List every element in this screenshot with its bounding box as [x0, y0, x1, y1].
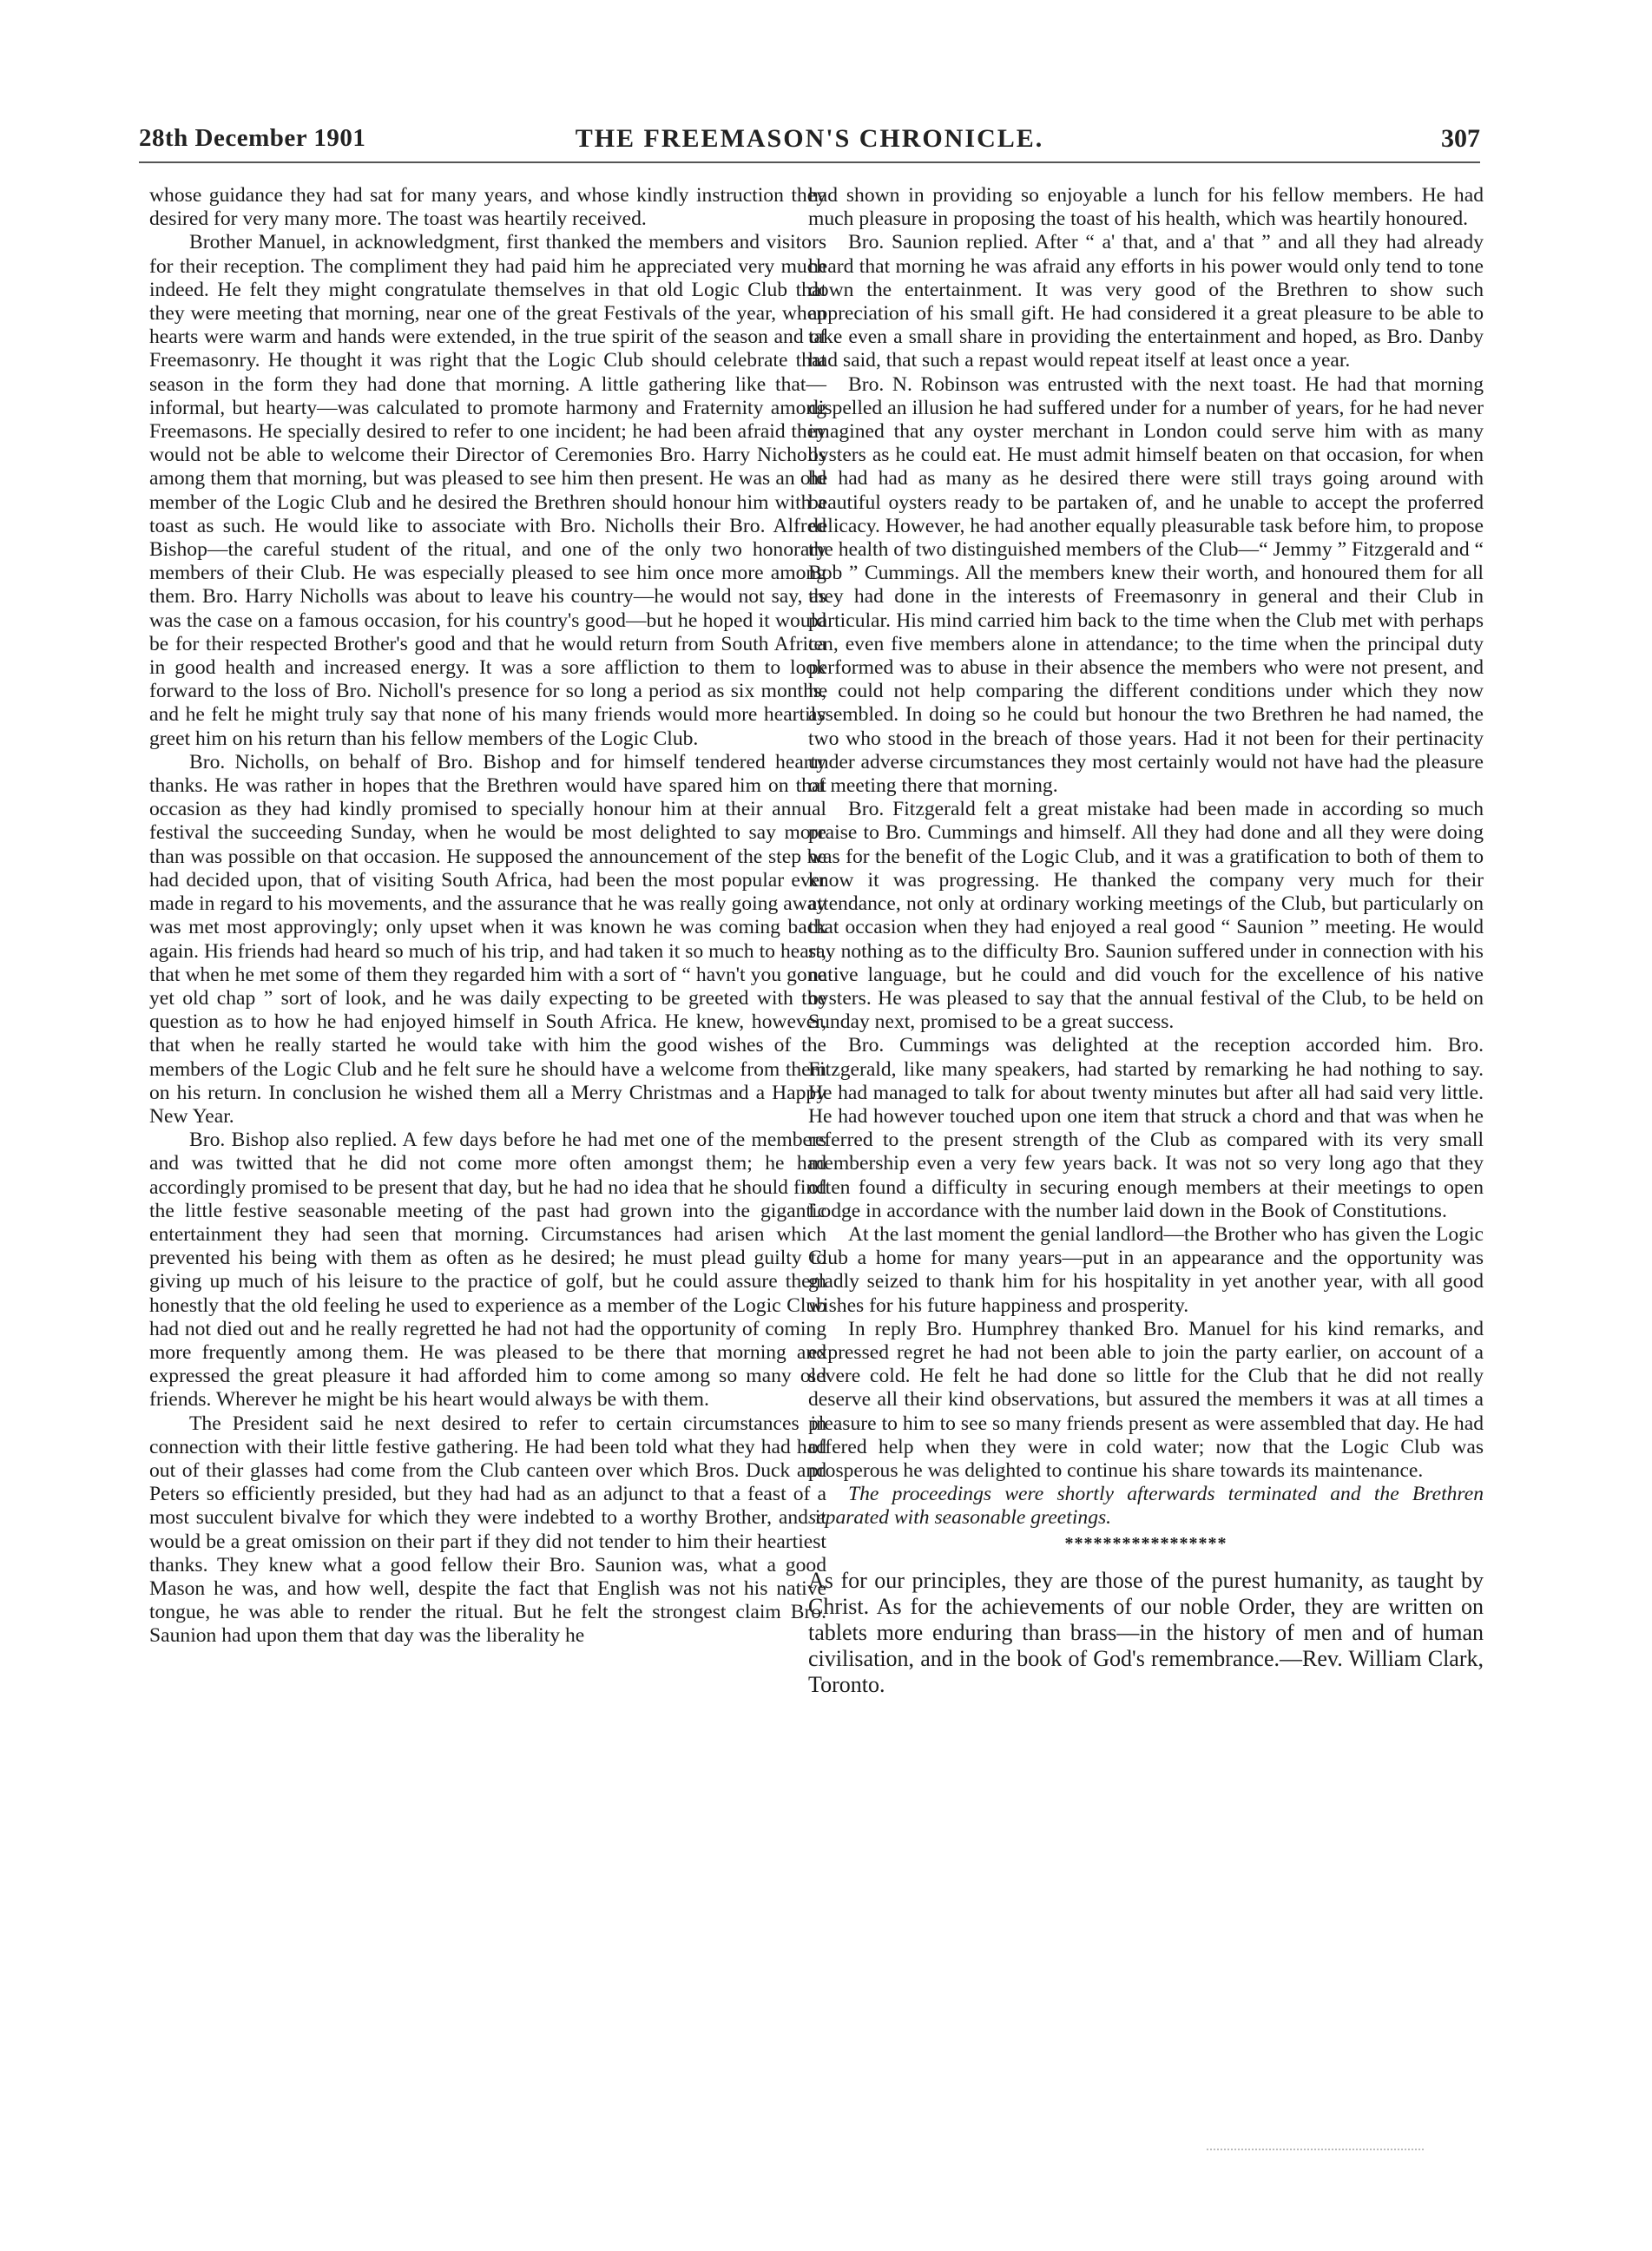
article-paragraph: Bro. Bishop also replied. A few days before he had met one of the members and was twitted that he did not come more often amongst them; he had accordingly promised to be present that day, but he had no idea that he should find the little festive seasonable meeting of the past had grown into the gigantic entertainment they had seen that morning. Circumstances had arisen which prevented his being with them as often as he desired; he must plead guilty to giving up much of his leisure to the practice of golf, but he could assure them honestly that the old feeling he used to experience as a member of the Logic Club had not died out and he really regretted he had not had the opportunity of coming more frequently among them. He was pleased to be there that morning and expressed the great pleasure it had afforded him to come among so many old friends. Wherever he might be his heart would always be with them. — [149, 1129, 826, 1412]
closing-paragraph: The proceedings were shortly afterwards terminated and the Brethren separated with seasonable greetings. — [808, 1483, 1484, 1530]
print-smudge — [1207, 2149, 1424, 2154]
left-column — [149, 184, 826, 1649]
header-rule — [139, 161, 1480, 163]
article-paragraph: Bro. Fitzgerald felt a great mistake had been made in according so much praise to Bro. Cummings and himself. All they had done and all they were doing was for the benefit of the Logic Club, and it was a gratification to both of them to know it was progressing. He thanked the company very much for their attendance, not only at ordinary working meetings of the Club, but particularly on that occasion when they had enjoyed a real good “ Saunion ” meeting. He would say nothing as to the difficulty Bro. Saunion suffered under in connection with his native language, but he could and did vouch for the excellence of his native oysters. He was pleased to say that the annual festival of the Club, to be held on Sunday next, promised to be a great success. — [808, 798, 1484, 1034]
article-paragraph: Brother Manuel, in acknowledgment, first thanked the members and visitors for their reception. The compliment they had paid him he appreciated very much indeed. He felt they might congratulate themselves in that old Logic Club that they were meeting that morning, near one of the great Festivals of the year, when hearts were warm and hands were extended, in the true spirit of the season and of Freemasonry. He thought it was right that the Logic Club should celebrate that season in the form they had done that morning. A little gathering like that—informal, but hearty—was calculated to promote harmony and Fraternity among Freemasons. He specially desired to refer to one incident; he had been afraid they would not be able to welcome their Director of Ceremonies Bro. Harry Nicholls among them that morning, but was pleased to see him then present. He was an old member of the Logic Club and he desired the Brethren should honour him with a toast as such. He would like to associate with Bro. Nicholls their Bro. Alfred Bishop—the careful student of the ritual, and one of the only two honorary members of their Club. He was especially pleased to see him once more among them. Bro. Harry Nicholls was about to leave his country—he would not say, as was the case on a famous occasion, for his country's good—but he hoped it would be for their respected Brother's good and that he would return from South Africa in good health and increased energy. It was a sore affliction to them to look forward to the loss of Bro. Nicholl's presence for so long a period as six months, and he felt he might truly say that none of his many friends would more heartily greet him on his return than his fellow members of the Logic Club. — [149, 231, 826, 750]
article-paragraph: Bro. Saunion replied. After “ a' that, and a' that ” and all they had already heard that morning he was afraid any efforts in his power would only tend to tone down the entertainment. It was very good of the Brethren to show such appreciation of his small gift. He had considered it a great pleasure to be able to take even a small share in providing the entertainment and hoped, as Bro. Danby had said, that such a repast would repeat itself at least once a year. — [808, 231, 1484, 372]
article-paragraph: Bro. N. Robinson was entrusted with the next toast. He had that morning dispelled an illusion he had suffered under for a number of years, for he had never imagined that any oyster merchant in London could serve him with as many oysters as he could eat. He must admit himself beaten on that occasion, for when he had had as many as he desired there were still trays going around with beautiful oysters ready to be partaken of, and he unable to accept the proferred delicacy. However, he had another equally pleasurable task before him, to propose the health of two distinguished members of the Club—“ Jemmy ” Fitzgerald and “ Bob ” Cummings. All the members knew their worth, and honoured them for all they had done in the interests of Freemasonry in general and their Club in particular. His mind carried him back to the time when the Club met with perhaps ten, even five members alone in attendance; to the time when the principal duty performed was to abuse in their absence the members who were not present, and he could not help comparing the different conditions under which they now assembled. In doing so he could but honour the two Brethren he had named, the two who stood in the breach of those years. Had it not been for their pertinacity under adverse circumstances they most certainly would not have had the pleasure of meeting there that morning. — [808, 372, 1484, 798]
page-header — [139, 124, 1480, 159]
article-paragraph: In reply Bro. Humphrey thanked Bro. Manuel for his kind remarks, and expressed regret he had not been able to join the party earlier, on account of a severe cold. He felt he had done so little for the Club that he did not really deserve all their kind observations, but assured the members it was at all times a pleasure to him to see so many friends present as were assembled that day. He had offered help when they were in cold water; now that the Logic Club was prosperous he was delighted to continue his share towards its maintenance. — [808, 1317, 1484, 1482]
right-column — [808, 184, 1484, 1698]
article-paragraph: Bro. Nicholls, on behalf of Bro. Bishop and for himself tendered hearty thanks. He was rather in hopes that the Brethren would have spared him on that occasion as they had kindly promised to specially honour him at their annual festival the succeeding Sunday, when he would be most delighted to say more than was possible on that occasion. He supposed the announcement of the step he had decided upon, that of visiting South Africa, had been the most popular ever made in regard to his movements, and the assurance that he was really going away was met most approvingly; only upset when it was known he was coming back again. His friends had heard so much of his trip, and had taken it so much to heart, that when he met some of them they regarded him with a sort of “ havn't you gone yet old chap ” sort of look, and he was daily expecting to be greeted with the question as to how he had enjoyed himself in South Africa. He knew, however, that when he really started he would take with him the good wishes of the members of the Logic Club and he felt sure he should have a welcome from them on his return. In conclusion he wished them all a Merry Christmas and a Happy New Year. — [149, 750, 826, 1128]
article-paragraph: had shown in providing so enjoyable a lunch for his fellow members. He had much pleasure in proposing the toast of his health, which was heartily honoured. — [808, 184, 1484, 231]
issue-date: 28th December 1901 — [139, 124, 366, 152]
closing-quote: As for our principles, they are those of the purest humanity, as taught by Christ. As for the achievements of our noble Order, they are written on tablets more enduring than brass—in the history of men and of human civilisation, and in the book of God's remembrance.—Rev. William Clark, Toronto. — [808, 1567, 1484, 1697]
article-paragraph: Bro. Cummings was delighted at the reception accorded him. Bro. Fitzgerald, like many speakers, had started by remarking he had nothing to say. He had managed to talk for about twenty minutes but after all had said very little. He had however touched upon one item that struck a chord and that was when he referred to the present strength of the Club as compared with its very small membership even a very few years back. It was not so very long ago that they often found a difficulty in securing enough members at their meetings to open Lodge in accordance with the number laid down in the Book of Constitutions. — [808, 1034, 1484, 1222]
publication-title: THE FREEMASON'S CHRONICLE. — [575, 124, 1044, 153]
article-paragraph: whose guidance they had sat for many years, and whose kindly instruction they desired for very many more. The toast was heartily received. — [149, 184, 826, 231]
section-separator: ***************** — [1064, 1533, 1227, 1553]
article-paragraph: The President said he next desired to refer to certain circumstances in connection with their little festive gathering. He had been told what they had had out of their glasses had come from the Club canteen over which Bros. Duck and Peters so efficiently presided, but they had had as an adjunct to that a feast of a most succulent bivalve for which they were indebted to a worthy Brother, and it would be a great omission on their part if they did not tender to him their heartiest thanks. They knew what a good fellow their Bro. Saunion was, what a good Mason he was, and how well, despite the fact that English was not his native tongue, he was able to render the ritual. But he felt the strongest claim Bro. Saunion had upon them that day was the liberality he — [149, 1412, 826, 1648]
article-paragraph: At the last moment the genial landlord—the Brother who has given the Logic Club a home for many years—put in an appearance and the opportunity was gladly seized to thank him for his hospitality in yet another year, with all good wishes for his future happiness and prosperity. — [808, 1222, 1484, 1317]
page-number: 307 — [1441, 124, 1480, 153]
